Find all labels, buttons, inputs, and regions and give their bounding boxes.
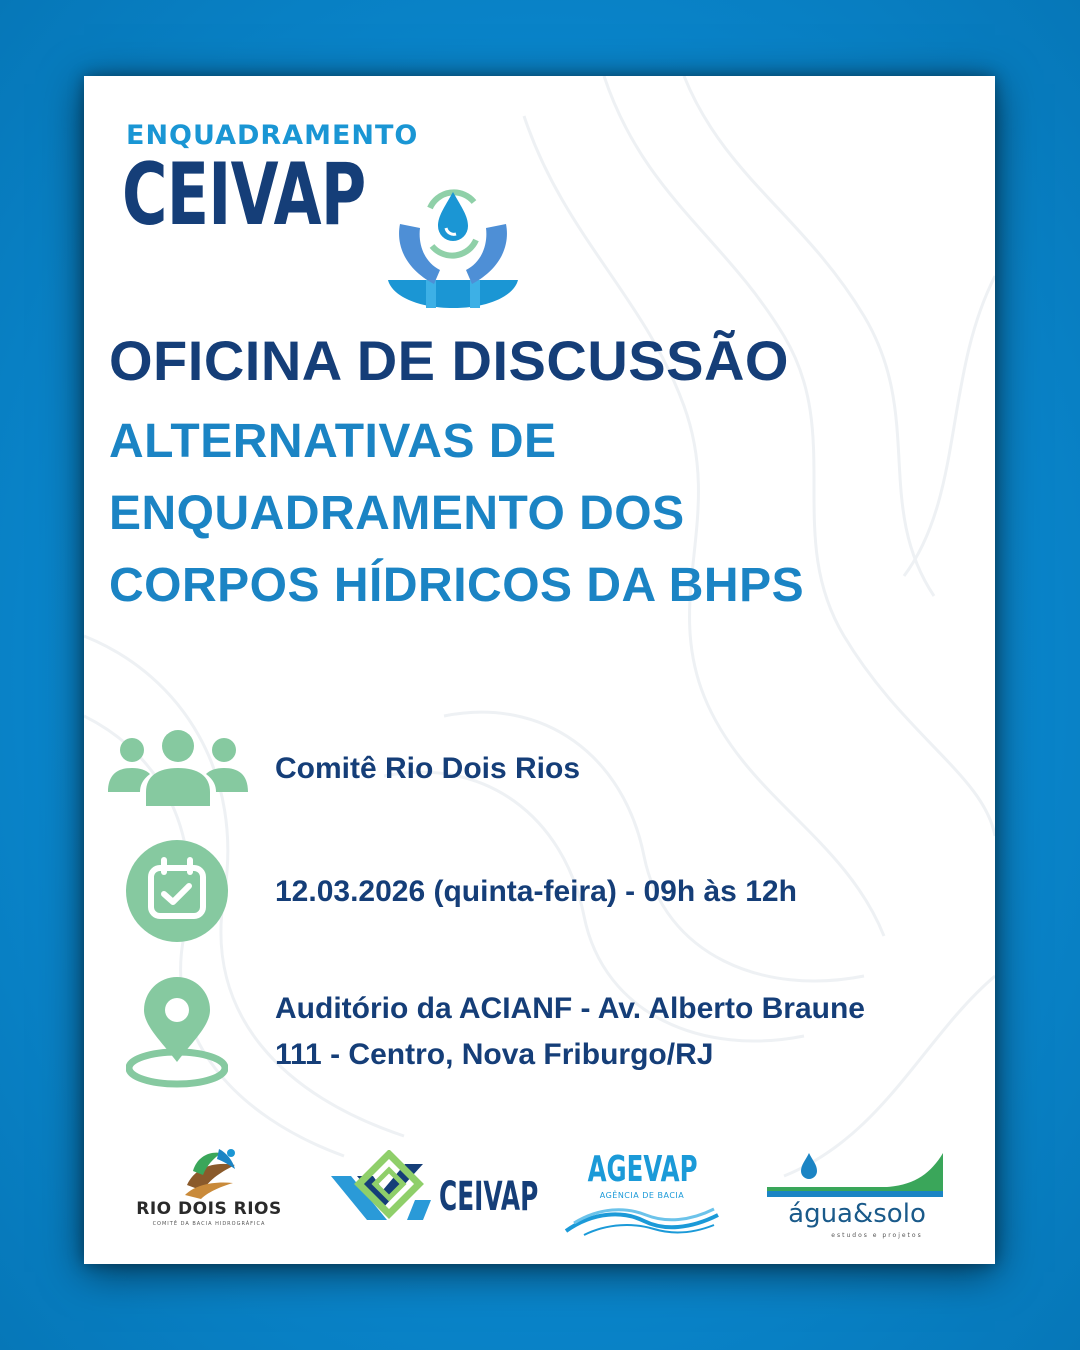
agevap-waves-icon [564, 1203, 720, 1237]
ceivap-emblem-icon [327, 1150, 439, 1228]
rio-dois-rios-name: RIO DOIS RIOS [136, 1199, 282, 1219]
agua-e-solo-emblem-icon [767, 1151, 947, 1199]
location-line: Auditório da ACIANF - Av. Alberto Braune [275, 992, 865, 1025]
enquadramento-ceivap-logo [122, 114, 502, 274]
flyer-card [84, 76, 995, 1264]
partner-logos [84, 1141, 995, 1251]
rio-dois-rios-tagline: COMITÊ DA BACIA HIDROGRÁFICA [152, 1221, 266, 1227]
rio-dois-rios-emblem-icon [179, 1145, 243, 1201]
water-drop-hands-icon [378, 184, 528, 309]
location-line: 111 - Centro, Nova Friburgo/RJ [275, 1038, 714, 1071]
agua-e-solo-tagline: estudos e projetos [831, 1232, 923, 1239]
logo-big-text: CEIVAP [122, 145, 366, 245]
page-title: OFICINA DE DISCUSSÃO [109, 329, 789, 392]
agua-e-solo-name: água&solo [788, 1199, 926, 1229]
event-subtitle [109, 406, 909, 622]
agevap-name: AGEVAP [587, 1149, 698, 1190]
calendar-check-icon [126, 840, 228, 942]
ceivap-logo [327, 1146, 539, 1236]
rio-dois-rios-logo [129, 1141, 289, 1241]
agua-e-solo-logo [767, 1151, 947, 1243]
datetime-text: 12.03.2026 (quinta-feira) - 09h às 12h [275, 875, 797, 908]
subtitle-line: ENQUADRAMENTO DOS [109, 487, 685, 540]
location-pin-icon [126, 976, 228, 1088]
group-icon [108, 730, 248, 806]
agevap-logo [562, 1149, 722, 1239]
ceivap-name: CEIVAP [439, 1174, 539, 1220]
subtitle-line: ALTERNATIVAS DE [109, 415, 557, 468]
subtitle-line: CORPOS HÍDRICOS DA BHPS [109, 559, 805, 612]
logo-small-text: ENQUADRAMENTO [126, 120, 419, 151]
agevap-tagline: AGÊNCIA DE BACIA [599, 1191, 685, 1200]
committee-text: Comitê Rio Dois Rios [275, 752, 581, 785]
